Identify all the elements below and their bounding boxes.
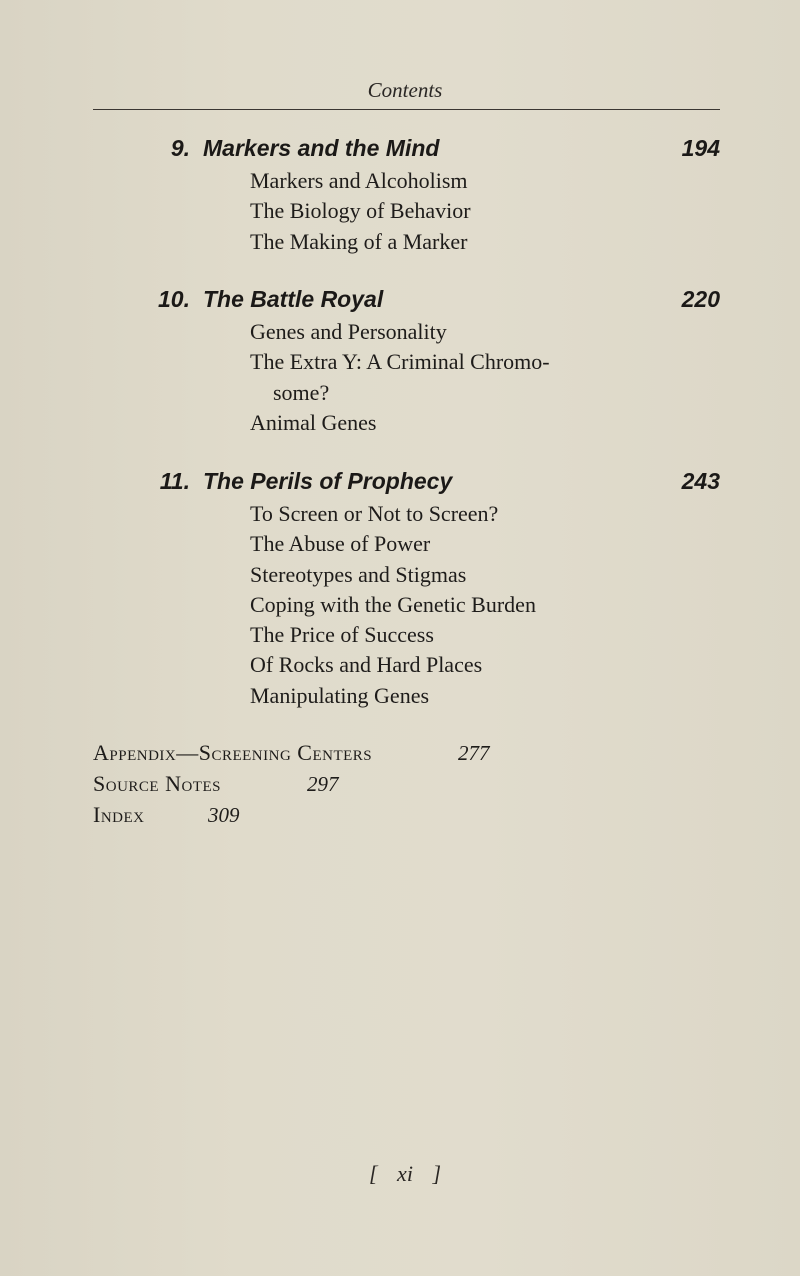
header-rule — [93, 109, 720, 110]
section-item: The Abuse of Power — [250, 531, 431, 557]
running-head: Contents — [367, 78, 443, 102]
section-list — [250, 166, 471, 257]
section-list — [250, 317, 550, 438]
section-item: To Screen or Not to Screen? — [250, 501, 499, 526]
section-item: Manipulating Genes — [250, 682, 430, 708]
section-item-continuation: some? — [273, 379, 330, 405]
chapter-title: The Battle Royal — [203, 286, 384, 312]
page-folio: [ xi ] — [369, 1161, 441, 1186]
chapter-page-number: 194 — [681, 135, 720, 161]
back-matter-source-notes: Source Notes — [93, 771, 221, 796]
chapter-page-number: 220 — [681, 286, 720, 312]
section-item: Genes and Personality — [250, 319, 447, 344]
section-item: Animal Genes — [250, 409, 377, 435]
section-item: Stereotypes and Stigmas — [250, 561, 467, 587]
chapter-number: 11. — [159, 468, 190, 494]
section-item: The Price of Success — [250, 622, 434, 648]
section-item: Coping with the Genetic Burden — [250, 591, 536, 617]
chapter-number: 10. — [158, 286, 190, 312]
section-item: The Making of a Marker — [250, 228, 468, 254]
chapter-title: The Perils of Prophecy — [203, 468, 453, 494]
back-matter-index: Index — [93, 802, 145, 827]
section-item: Markers and Alcoholism — [250, 168, 468, 193]
back-matter-appendix: Appendix—Screening Centers — [93, 740, 373, 765]
chapter-number: 9. — [170, 135, 190, 161]
back-matter-page-number: 277 — [458, 741, 490, 765]
back-matter-page-number: 309 — [208, 803, 240, 827]
section-item: The Extra Y: A Criminal Chromo- — [250, 349, 550, 375]
chapter-page-number: 243 — [681, 468, 720, 494]
back-matter-page-number: 297 — [307, 772, 339, 796]
section-item: Of Rocks and Hard Places — [250, 652, 483, 678]
section-list — [250, 499, 536, 711]
section-item: The Biology of Behavior — [250, 198, 471, 224]
chapter-title: Markers and the Mind — [203, 135, 440, 161]
